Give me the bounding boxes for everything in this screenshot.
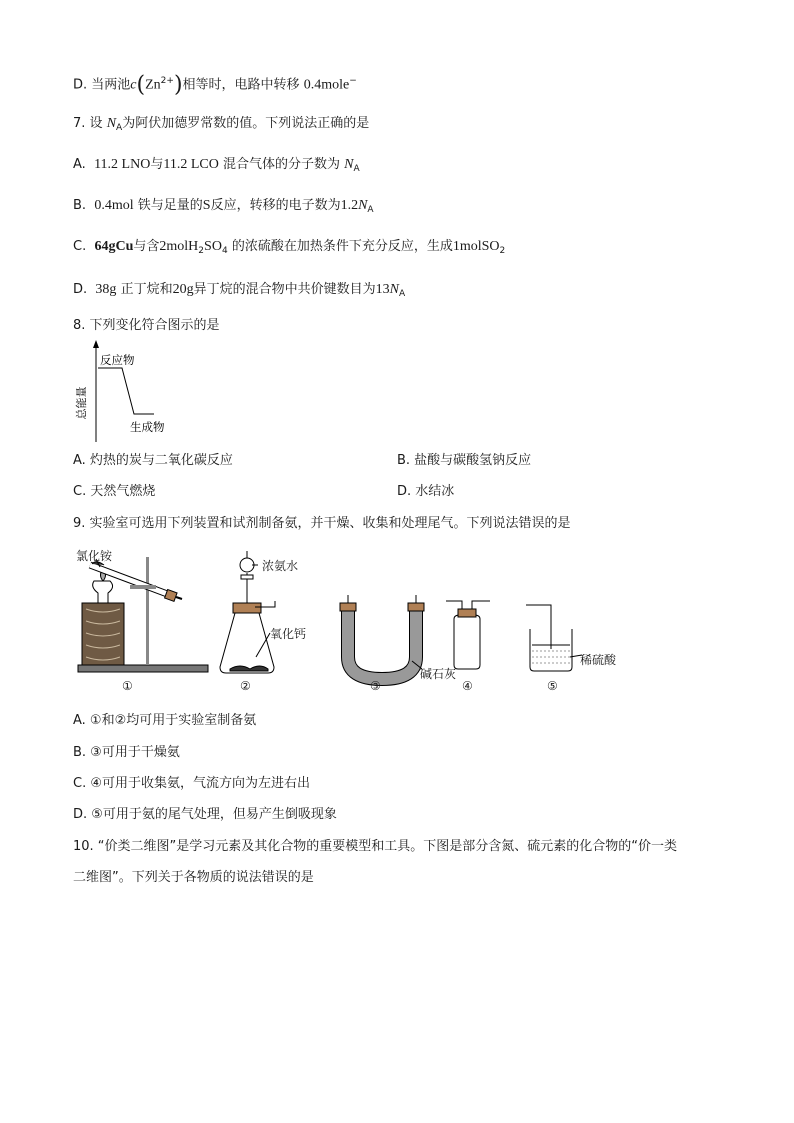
q6-option-d [73, 72, 357, 98]
q7a-t2: 混合气体的分子数为 [222, 157, 340, 172]
q7c-t1: 与含 [133, 239, 160, 254]
q8-stem: 8. 下列变化符合图示的是 [73, 318, 220, 333]
q6d-zn: Zn [145, 77, 161, 93]
apparatus-figure [70, 545, 630, 695]
q7d-t1: 正丁烷和 [120, 282, 173, 297]
reactant-label: 反应物 [100, 353, 135, 367]
apparatus-3 [340, 595, 424, 679]
q7a-label: A. [73, 157, 86, 172]
q7b-t1: 铁与足量的 [137, 198, 203, 213]
q7a-t1: 与 [150, 157, 164, 172]
q9-option-d: D. ⑤可用于氨的尾气处理，但易产生倒吸现象 [73, 807, 337, 822]
ylabel: 总能量 [75, 386, 88, 420]
q7a-v1: 11.2 LNO [94, 157, 151, 172]
label-dilute-h2so4: 稀硫酸 [580, 653, 617, 667]
q7-prefix: 7. 设 [73, 116, 103, 131]
apparatus-4 [446, 601, 490, 669]
apparatus-drawing [70, 545, 630, 695]
q7d-label: D. [73, 282, 88, 297]
product-label: 生成物 [130, 420, 165, 434]
q7c-s4: 4 [221, 246, 228, 256]
q9-option-b: B. ③可用于干燥氨 [73, 745, 180, 760]
q7d-t2: 异丁烷的混合物中共价键数目为 [193, 282, 376, 297]
q8-option-b: B. 盐酸与碳酸氢钠反应 [397, 453, 532, 468]
energy-curve [98, 368, 154, 414]
q10-stem-line2: 二维图”。下列关于各物质的说法错误的是 [73, 870, 314, 885]
q7-stem [73, 115, 369, 137]
q7d-v3: 13 [375, 282, 390, 297]
label-apparatus-1: ① [122, 679, 133, 693]
q7c-label: C. [73, 239, 87, 254]
q7-option-d [73, 281, 405, 303]
label-nh4cl: 氯化铵 [76, 549, 113, 563]
apparatus-1 [78, 557, 208, 672]
q7-option-a [73, 156, 360, 178]
q7-option-c [73, 238, 505, 260]
q7-na-sub: A [116, 123, 123, 133]
q7c-s2: 2 [198, 246, 205, 256]
q7-na: N [106, 116, 117, 131]
q7b-na: N [358, 198, 368, 213]
q7d-v2: 20g [172, 282, 194, 297]
label-ammonia-water: 浓氨水 [262, 559, 299, 573]
q6d-neg: − [349, 76, 357, 86]
q7-option-b [73, 197, 374, 219]
q6d-mid: 相等时，电路中转移 [182, 77, 300, 93]
q7b-v1: 0.4mol [94, 198, 134, 213]
q7a-na: N [344, 157, 354, 172]
q7b-t2: 反应，转移的电子数为 [210, 198, 341, 213]
q10-stem-line1: 10. “价类二维图”是学习元素及其化合物的重要模型和工具。下图是部分含氮、硫元素的化合物的“价一类 [73, 839, 678, 854]
q7c-v4: 1molSO [452, 239, 500, 254]
q7b-na-sub: A [367, 205, 374, 215]
q9-stem: 9. 实验室可选用下列装置和试剂制备氨，并干燥、收集和处理尾气。下列说法错误的是 [73, 516, 571, 531]
label-apparatus-3: ③ [370, 679, 381, 693]
apparatus-5 [526, 605, 572, 671]
q7-rest: 为阿伏加德罗常数的值。下列说法正确的是 [122, 116, 370, 131]
q6d-c: c [130, 77, 137, 93]
q8-option-d: D. 水结冰 [397, 484, 455, 499]
q7c-v2: 2molH [159, 239, 199, 254]
q7b-s: S [202, 198, 211, 213]
q7d-na-sub: A [398, 289, 406, 299]
label-apparatus-4: ④ [462, 679, 473, 693]
label-soda-lime: 碱石灰 [420, 667, 457, 681]
label-cao: 氧化钙 [270, 627, 307, 641]
q7b-label: B. [73, 198, 87, 213]
q7c-v1: 64gCu [94, 239, 134, 254]
q7d-na: N [389, 282, 399, 297]
q7c-v3: SO [204, 239, 222, 254]
q7b-v2: 1.2 [340, 198, 359, 213]
q6d-close-paren: ) [173, 72, 183, 98]
q6d-prefix: D. 当两池 [73, 77, 131, 93]
q7d-v1: 38g [95, 282, 117, 297]
q7c-s2b: 2 [499, 246, 506, 256]
q8-option-a: A. 灼热的炭与二氧化碳反应 [73, 453, 233, 468]
label-apparatus-5: ⑤ [547, 679, 558, 693]
q9-option-c: C. ④可用于收集氨，气流方向为左进右出 [73, 776, 310, 791]
q6d-charge: 2+ [160, 76, 174, 86]
q9-option-a: A. ①和②均可用于实验室制备氨 [73, 713, 257, 728]
q8-option-c: C. 天然气燃烧 [73, 484, 156, 499]
energy-diagram [70, 340, 210, 446]
q7a-na-sub: A [353, 164, 360, 174]
q6d-open-paren: ( [136, 72, 146, 98]
q6d-val: 0.4mole [303, 77, 350, 93]
label-apparatus-2: ② [240, 679, 251, 693]
y-axis-arrow [93, 340, 99, 348]
q7c-t2: 的浓硫酸在加热条件下充分反应，生成 [231, 239, 453, 254]
q7a-v2: 11.2 LCO [163, 157, 219, 172]
